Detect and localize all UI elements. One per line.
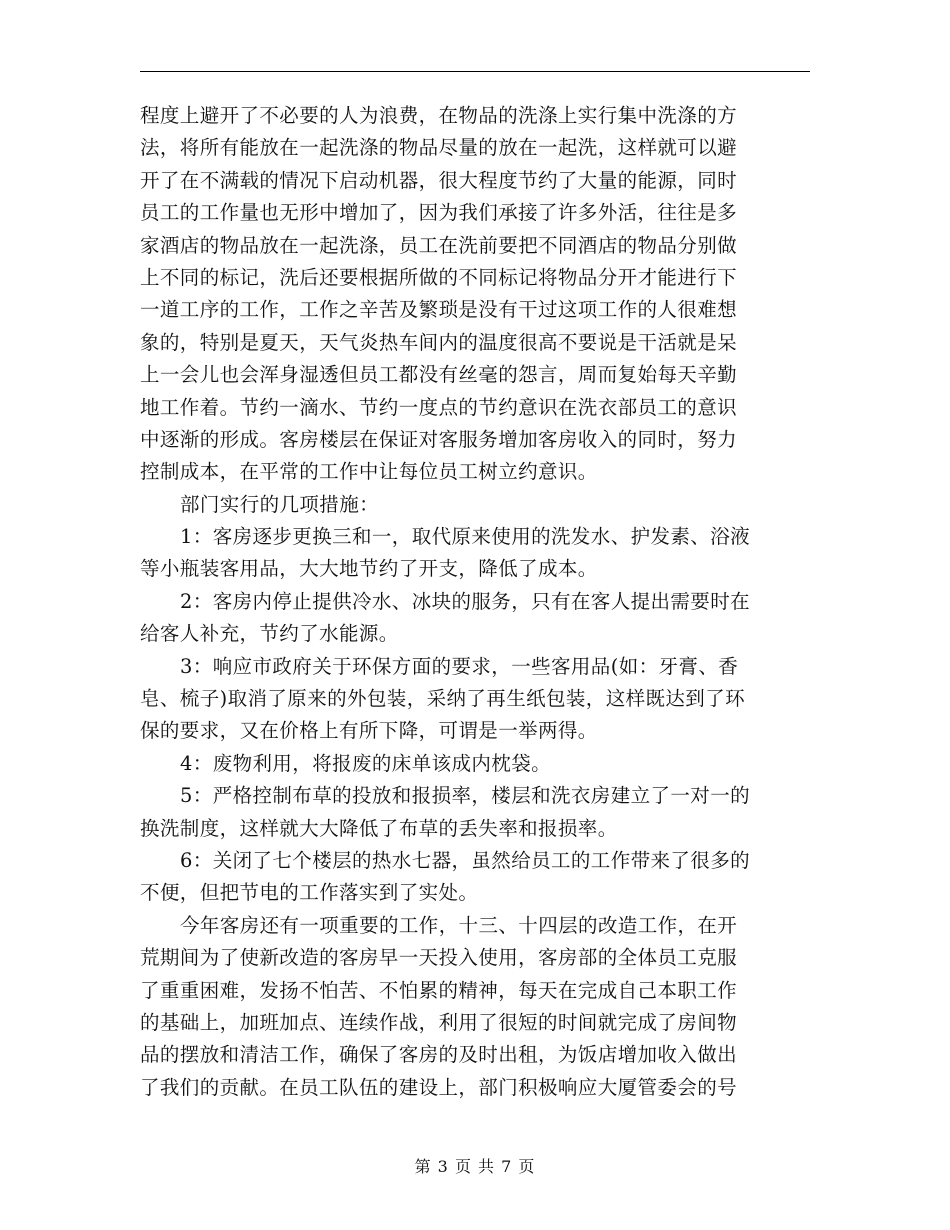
text-line: 皂、梳子)取消了原来的外包装，采纳了再生纸包装，这样既达到了环 — [140, 687, 746, 711]
text-line: 地工作着。节约一滴水、节约一度点的节约意识在洗衣部员工的意识 — [140, 395, 738, 419]
text-line: 等小瓶装客用品，大大地节约了开支，降低了成本。 — [140, 557, 598, 581]
text-line: 部门实行的几项措施： — [180, 492, 380, 516]
text-line: 5：严格控制布草的投放和报损率，楼层和洗衣房建立了一对一的 — [180, 784, 751, 808]
text-line: 了我们的贡献。在员工队伍的建设上，部门积极响应大厦管委会的号 — [140, 1075, 738, 1099]
page-number: 第 3 页 共 7 页 — [414, 1157, 536, 1176]
text-line: 中逐渐的形成。客房楼层在保证对客服务增加客房收入的同时，努力 — [140, 427, 738, 451]
text-line: 4：废物利用，将报废的床单该成内枕袋。 — [180, 751, 552, 775]
text-line: 保的要求，又在价格上有所下降，可谓是一举两得。 — [140, 719, 598, 743]
text-line: 品的摆放和清洁工作，确保了客房的及时出租，为饭店增加收入做出 — [140, 1043, 738, 1067]
text-line: 法，将所有能放在一起洗涤的物品尽量的放在一起洗，这样就可以避 — [140, 136, 738, 160]
text-line: 上一会儿也会浑身湿透但员工都没有丝毫的怨言，周而复始每天辛勤 — [140, 363, 738, 387]
text-line: 象的，特别是夏天，天气炎热车间内的温度很高不要说是干活就是呆 — [140, 330, 738, 354]
text-line: 换洗制度，这样就大大降低了布草的丢失率和报损率。 — [140, 816, 618, 840]
text-line: 2：客房内停止提供冷水、冰块的服务，只有在客人提出需要时在 — [180, 589, 751, 613]
text-line: 不便，但把节电的工作落实到了实处。 — [140, 881, 479, 905]
header-rule — [140, 71, 810, 72]
text-line: 员工的工作量也无形中增加了，因为我们承接了许多外活，往往是多 — [140, 201, 738, 225]
document-body — [140, 100, 810, 1104]
text-line: 1：客房逐步更换三和一，取代原来使用的洗发水、护发素、浴液 — [180, 525, 751, 549]
text-line: 给客人补充，节约了水能源。 — [140, 622, 399, 646]
text-line: 开了在不满载的情况下启动机器，很大程度节约了大量的能源，同时 — [140, 168, 738, 192]
text-line: 程度上避开了不必要的人为浪费，在物品的洗涤上实行集中洗涤的方 — [140, 104, 738, 127]
text-line: 的基础上，加班加点、连续作战，利用了很短的时间就完成了房间物 — [140, 1010, 738, 1034]
text-line: 3：响应市政府关于环保方面的要求，一些客用品(如：牙膏、香 — [180, 654, 739, 678]
text-line: 荒期间为了使新改造的客房早一天投入使用，客房部的全体员工克服 — [140, 946, 738, 970]
text-line: 了重重困难，发扬不怕苦、不怕累的精神，每天在完成自己本职工作 — [140, 978, 738, 1002]
text-line: 6：关闭了七个楼层的热水七器，虽然给员工的工作带来了很多的 — [180, 848, 751, 872]
text-line: 上不同的标记，洗后还要根据所做的不同标记将物品分开才能进行下 — [140, 265, 738, 289]
text-line: 今年客房还有一项重要的工作，十三、十四层的改造工作，在开 — [180, 913, 738, 937]
text-line: 家酒店的物品放在一起洗涤，员工在洗前要把不同酒店的物品分别做 — [140, 233, 738, 257]
text-line: 一道工序的工作，工作之辛苦及繁琐是没有干过这项工作的人很难想 — [140, 298, 738, 322]
text-line: 控制成本，在平常的工作中让每位员工树立约意识。 — [140, 460, 598, 484]
